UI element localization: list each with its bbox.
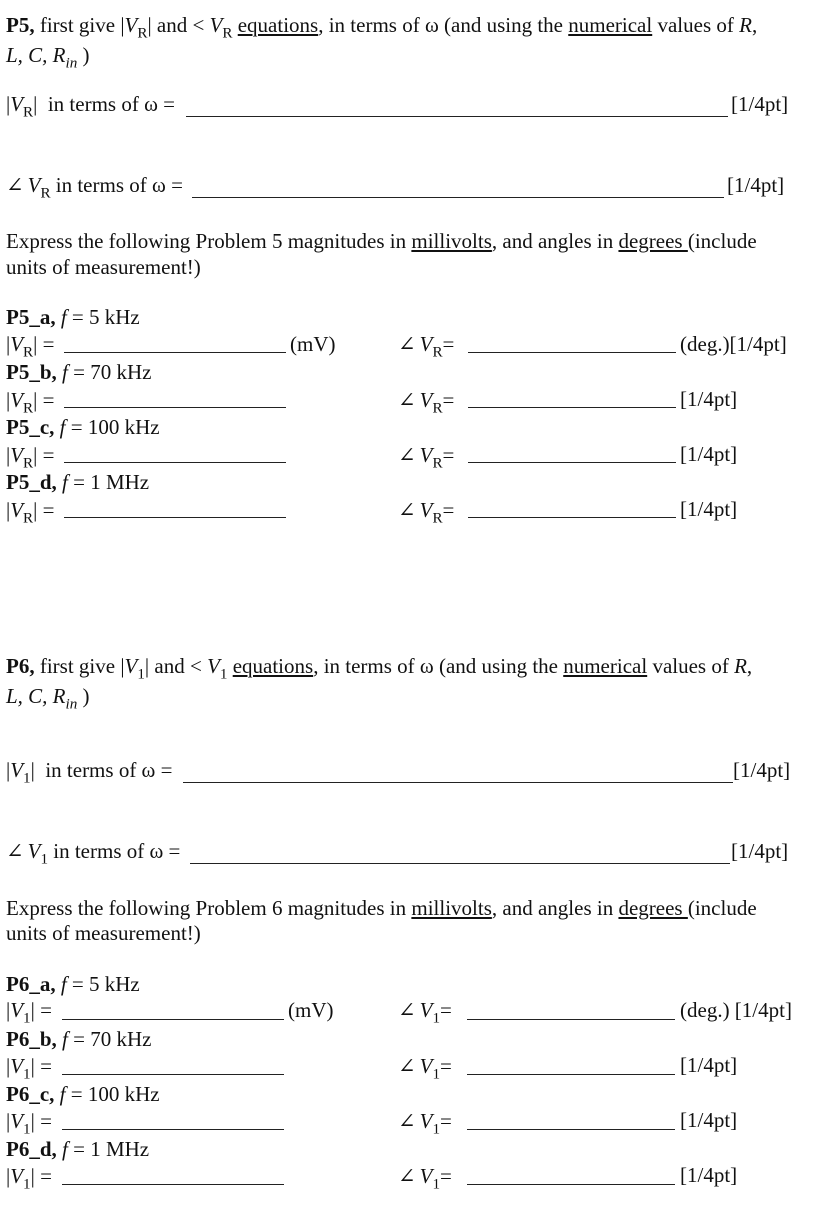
text-fragment: L, C, R bbox=[6, 684, 66, 708]
mag-answer-field[interactable] bbox=[64, 352, 286, 353]
text-fragment: = bbox=[442, 498, 455, 522]
text-fragment: P6_b, bbox=[6, 1027, 57, 1051]
text-fragment: | bbox=[6, 1054, 11, 1078]
part-heading bbox=[6, 971, 140, 997]
text-fragment: R bbox=[23, 455, 34, 472]
angle-unit-points: [1/4pt] bbox=[680, 442, 738, 466]
text-fragment: | bbox=[120, 654, 125, 678]
text-fragment: V bbox=[10, 758, 24, 782]
text-fragment: V bbox=[419, 1164, 433, 1188]
mag-unit: (mV) bbox=[288, 998, 334, 1022]
text-fragment: 1 bbox=[23, 1176, 31, 1193]
mag-label bbox=[6, 1053, 52, 1083]
text-fragment: = bbox=[40, 1054, 52, 1078]
text-fragment: | bbox=[30, 758, 35, 782]
text-fragment: and < bbox=[149, 654, 208, 678]
text-fragment: f bbox=[60, 305, 67, 329]
angle-icon: ∠ bbox=[398, 1109, 416, 1133]
text-fragment: = bbox=[42, 388, 55, 412]
text-fragment: values of bbox=[647, 654, 735, 678]
text-fragment: = 100 kHz bbox=[65, 415, 160, 439]
text-fragment: = bbox=[40, 998, 52, 1022]
angle-icon: ∠ bbox=[398, 332, 416, 356]
angle-label bbox=[398, 331, 455, 361]
angle-label bbox=[398, 1053, 452, 1083]
text-fragment: in terms of ω = bbox=[53, 839, 181, 863]
text-fragment: first give bbox=[34, 13, 121, 37]
text-fragment: | bbox=[33, 92, 38, 116]
text-fragment: 1 bbox=[432, 1066, 440, 1083]
text-fragment: , bbox=[746, 654, 753, 678]
text-fragment: = bbox=[440, 1054, 452, 1078]
text-fragment: P5_a, bbox=[6, 305, 56, 329]
text-fragment: | bbox=[30, 998, 35, 1022]
text-fragment: P6_a, bbox=[6, 972, 56, 996]
text-fragment: V bbox=[27, 173, 41, 197]
text-fragment: R bbox=[432, 400, 443, 417]
text-fragment: = 5 kHz bbox=[66, 305, 140, 329]
p6-ang-equation-label bbox=[6, 838, 181, 868]
angle-unit-points: [1/4pt] bbox=[680, 1163, 738, 1187]
text-fragment: Express the following Problem 5 magnitudes in bbox=[6, 229, 412, 253]
text-fragment: = bbox=[440, 998, 452, 1022]
text-fragment: = 70 kHz bbox=[67, 1027, 152, 1051]
mag-answer-field[interactable] bbox=[62, 1184, 284, 1185]
text-fragment: (include bbox=[687, 896, 757, 920]
text-fragment: 1 bbox=[432, 1010, 440, 1027]
text-fragment: = 1 MHz bbox=[67, 1137, 150, 1161]
text-fragment: = 70 kHz bbox=[67, 360, 152, 384]
angle-answer-field[interactable] bbox=[468, 352, 676, 353]
text-fragment: = 100 kHz bbox=[65, 1082, 160, 1106]
text-fragment: = bbox=[40, 1109, 52, 1133]
text-fragment: 1 bbox=[219, 666, 228, 683]
angle-icon: ∠ bbox=[398, 388, 416, 412]
angle-icon: ∠ bbox=[398, 498, 416, 522]
text-fragment: , in terms of ω (and using the bbox=[318, 13, 569, 37]
text-fragment: V bbox=[10, 443, 24, 467]
angle-answer-field[interactable] bbox=[467, 1184, 675, 1185]
part-heading bbox=[6, 304, 140, 330]
text-fragment: | bbox=[6, 443, 11, 467]
text-fragment: | bbox=[6, 388, 11, 412]
text-fragment: P6, bbox=[6, 654, 35, 678]
text-fragment: = bbox=[442, 332, 455, 356]
text-fragment: | bbox=[33, 443, 38, 467]
text-fragment: V bbox=[207, 654, 220, 678]
angle-unit-points: [1/4pt] bbox=[680, 1108, 738, 1132]
angle-label bbox=[398, 387, 455, 417]
angle-answer-field[interactable] bbox=[467, 1074, 675, 1075]
mag-answer-field[interactable] bbox=[62, 1074, 284, 1075]
text-fragment: R bbox=[222, 25, 233, 42]
text-fragment: P6_c, bbox=[6, 1082, 55, 1106]
text-fragment: = bbox=[440, 1109, 452, 1133]
angle-unit-points: [1/4pt] bbox=[680, 1053, 738, 1077]
text-fragment: V bbox=[209, 13, 223, 37]
text-fragment: V bbox=[419, 443, 433, 467]
text-fragment: R bbox=[432, 510, 443, 527]
text-fragment: ) bbox=[77, 43, 90, 67]
text-fragment: | bbox=[33, 388, 38, 412]
text-fragment: R bbox=[739, 13, 752, 37]
p5-mag-equation-field[interactable] bbox=[186, 116, 728, 117]
p6-mag-equation-points: [1/4pt] bbox=[733, 758, 791, 782]
text-fragment: R bbox=[432, 344, 443, 361]
text-fragment: | bbox=[6, 498, 11, 522]
mag-answer-field[interactable] bbox=[64, 407, 286, 408]
mag-answer-field[interactable] bbox=[64, 517, 286, 518]
text-fragment: , and angles in bbox=[491, 896, 619, 920]
mag-answer-field[interactable] bbox=[62, 1019, 284, 1020]
text-fragment: , and angles in bbox=[491, 229, 619, 253]
text-fragment: P6_d, bbox=[6, 1137, 57, 1161]
angle-unit-points: (deg.) [1/4pt] bbox=[680, 998, 792, 1022]
text-fragment: | bbox=[6, 332, 11, 356]
text-fragment: = bbox=[40, 1164, 52, 1188]
text-fragment: 1 bbox=[23, 1121, 31, 1138]
mag-label bbox=[6, 442, 55, 472]
mag-unit: (mV) bbox=[290, 332, 336, 356]
text-fragment: V bbox=[10, 388, 24, 412]
part-heading bbox=[6, 1026, 151, 1052]
text-fragment: V bbox=[124, 654, 138, 678]
text-fragment: | bbox=[30, 1054, 35, 1078]
text-fragment: R bbox=[734, 654, 747, 678]
text-fragment: V bbox=[124, 13, 138, 37]
text-fragment: V bbox=[419, 998, 433, 1022]
p6-ang-equation-field[interactable] bbox=[190, 863, 730, 864]
text-fragment: R bbox=[23, 510, 34, 527]
mag-label bbox=[6, 497, 55, 527]
text-fragment: = bbox=[442, 443, 455, 467]
text-fragment: | bbox=[30, 1164, 35, 1188]
part-heading bbox=[6, 469, 149, 495]
text-fragment: V bbox=[419, 388, 433, 412]
mag-label bbox=[6, 331, 55, 361]
angle-answer-field[interactable] bbox=[467, 1129, 675, 1130]
text-fragment: R bbox=[432, 455, 443, 472]
part-heading bbox=[6, 359, 151, 385]
text-fragment: 1 bbox=[137, 666, 145, 683]
angle-icon: ∠ bbox=[6, 173, 24, 197]
p6-express-line1 bbox=[6, 895, 757, 921]
mag-label bbox=[6, 1108, 52, 1138]
angle-icon: ∠ bbox=[398, 1164, 416, 1188]
text-fragment: (include bbox=[687, 229, 757, 253]
text-fragment: first give bbox=[34, 654, 121, 678]
text-fragment: P5, bbox=[6, 13, 35, 37]
p5-ang-equation-field[interactable] bbox=[192, 197, 724, 198]
p5-mag-equation-label bbox=[6, 91, 175, 121]
p5-intro-line2 bbox=[6, 42, 90, 72]
angle-unit-points: [1/4pt] bbox=[680, 497, 738, 521]
p6-mag-equation-field[interactable] bbox=[183, 782, 733, 783]
p5-mag-equation-points: [1/4pt] bbox=[731, 92, 789, 116]
text-fragment: f bbox=[62, 470, 68, 494]
text-fragment: equations bbox=[232, 654, 314, 678]
mag-answer-field[interactable] bbox=[64, 462, 286, 463]
text-fragment: L, C, R bbox=[6, 43, 66, 67]
mag-answer-field[interactable] bbox=[62, 1129, 284, 1130]
p5-express-line1 bbox=[6, 228, 757, 254]
angle-icon: ∠ bbox=[398, 998, 416, 1022]
text-fragment: R bbox=[23, 344, 34, 361]
text-fragment: equations bbox=[237, 13, 319, 37]
text-fragment: V bbox=[419, 498, 433, 522]
text-fragment: | bbox=[6, 92, 11, 116]
text-fragment: P5_b, bbox=[6, 360, 57, 384]
text-fragment: in bbox=[65, 55, 78, 72]
text-fragment: V bbox=[10, 1054, 24, 1078]
text-fragment: R bbox=[137, 25, 148, 42]
angle-answer-field[interactable] bbox=[468, 407, 676, 408]
text-fragment: | bbox=[6, 758, 11, 782]
text-fragment: numerical bbox=[568, 13, 653, 37]
text-fragment: | bbox=[6, 1109, 11, 1133]
part-heading bbox=[6, 1136, 149, 1162]
p5-express-line2: units of measurement!) bbox=[6, 255, 201, 279]
angle-unit-points: (deg.)[1/4pt] bbox=[680, 332, 787, 356]
angle-label bbox=[398, 997, 452, 1027]
text-fragment: f bbox=[62, 1027, 68, 1051]
text-fragment: = bbox=[42, 498, 55, 522]
text-fragment: f bbox=[60, 972, 67, 996]
text-fragment: V bbox=[10, 92, 24, 116]
text-fragment: V bbox=[419, 332, 433, 356]
text-fragment: R bbox=[23, 104, 34, 121]
text-fragment: = bbox=[42, 332, 55, 356]
text-fragment: 1 bbox=[40, 851, 48, 868]
text-fragment: and < bbox=[151, 13, 210, 37]
text-fragment: V bbox=[10, 498, 24, 522]
text-fragment: 1 bbox=[432, 1176, 440, 1193]
text-fragment: 1 bbox=[23, 770, 31, 787]
angle-label bbox=[398, 1108, 452, 1138]
text-fragment: P5_d, bbox=[6, 470, 57, 494]
text-fragment: V bbox=[10, 1109, 24, 1133]
text-fragment: in bbox=[65, 696, 78, 713]
p6-express-line2: units of measurement!) bbox=[6, 921, 201, 945]
part-heading bbox=[6, 1081, 160, 1107]
angle-label bbox=[398, 1163, 452, 1193]
text-fragment: 1 bbox=[23, 1010, 31, 1027]
text-fragment: values of bbox=[652, 13, 740, 37]
text-fragment: = bbox=[442, 388, 455, 412]
text-fragment: f bbox=[62, 1137, 68, 1161]
p6-intro-line1 bbox=[6, 653, 753, 683]
text-fragment: V bbox=[10, 1164, 24, 1188]
text-fragment: , in terms of ω (and using the bbox=[313, 654, 564, 678]
text-fragment: f bbox=[62, 360, 68, 384]
part-heading bbox=[6, 414, 160, 440]
p6-ang-equation-points: [1/4pt] bbox=[731, 839, 789, 863]
p5-ang-equation-points: [1/4pt] bbox=[727, 173, 785, 197]
text-fragment: V bbox=[10, 998, 24, 1022]
text-fragment: = 1 MHz bbox=[67, 470, 150, 494]
text-fragment: in terms of ω = bbox=[47, 92, 175, 116]
text-fragment: = bbox=[42, 443, 55, 467]
text-fragment: degrees bbox=[618, 229, 688, 253]
text-fragment: Express the following Problem 6 magnitudes in bbox=[6, 896, 412, 920]
angle-icon: ∠ bbox=[398, 443, 416, 467]
text-fragment: degrees bbox=[618, 896, 688, 920]
text-fragment: numerical bbox=[563, 654, 648, 678]
text-fragment: 1 bbox=[432, 1121, 440, 1138]
p5-intro-line1 bbox=[6, 12, 758, 42]
text-fragment: f bbox=[59, 1082, 66, 1106]
text-fragment: | bbox=[6, 1164, 11, 1188]
text-fragment: in terms of ω = bbox=[55, 173, 183, 197]
text-fragment: | bbox=[33, 332, 38, 356]
text-fragment: = bbox=[440, 1164, 452, 1188]
text-fragment: | bbox=[6, 998, 11, 1022]
text-fragment: | bbox=[33, 498, 38, 522]
text-fragment: V bbox=[419, 1054, 433, 1078]
angle-label bbox=[398, 497, 455, 527]
angle-label bbox=[398, 442, 455, 472]
text-fragment: 1 bbox=[23, 1066, 31, 1083]
text-fragment: V bbox=[27, 839, 41, 863]
text-fragment: V bbox=[419, 1109, 433, 1133]
mag-label bbox=[6, 387, 55, 417]
text-fragment: R bbox=[23, 400, 34, 417]
angle-icon: ∠ bbox=[398, 1054, 416, 1078]
angle-unit-points: [1/4pt] bbox=[680, 387, 738, 411]
text-fragment: millivolts bbox=[411, 896, 492, 920]
text-fragment: , bbox=[751, 13, 758, 37]
angle-icon: ∠ bbox=[6, 839, 24, 863]
text-fragment: f bbox=[59, 415, 66, 439]
text-fragment: | bbox=[144, 654, 150, 678]
p6-mag-equation-label bbox=[6, 757, 173, 787]
text-fragment: R bbox=[40, 185, 51, 202]
mag-label bbox=[6, 1163, 52, 1193]
text-fragment: | bbox=[30, 1109, 35, 1133]
text-fragment: in terms of ω = bbox=[45, 758, 173, 782]
text-fragment: millivolts bbox=[411, 229, 492, 253]
p5-ang-equation-label bbox=[6, 172, 183, 202]
text-fragment: | bbox=[147, 13, 152, 37]
mag-label bbox=[6, 997, 52, 1027]
p6-intro-line2 bbox=[6, 683, 90, 713]
text-fragment: P5_c, bbox=[6, 415, 55, 439]
text-fragment: V bbox=[10, 332, 24, 356]
angle-answer-field[interactable] bbox=[468, 462, 676, 463]
angle-answer-field[interactable] bbox=[467, 1019, 675, 1020]
text-fragment: = 5 kHz bbox=[66, 972, 140, 996]
text-fragment: ) bbox=[77, 684, 90, 708]
text-fragment: | bbox=[120, 13, 125, 37]
angle-answer-field[interactable] bbox=[468, 517, 676, 518]
